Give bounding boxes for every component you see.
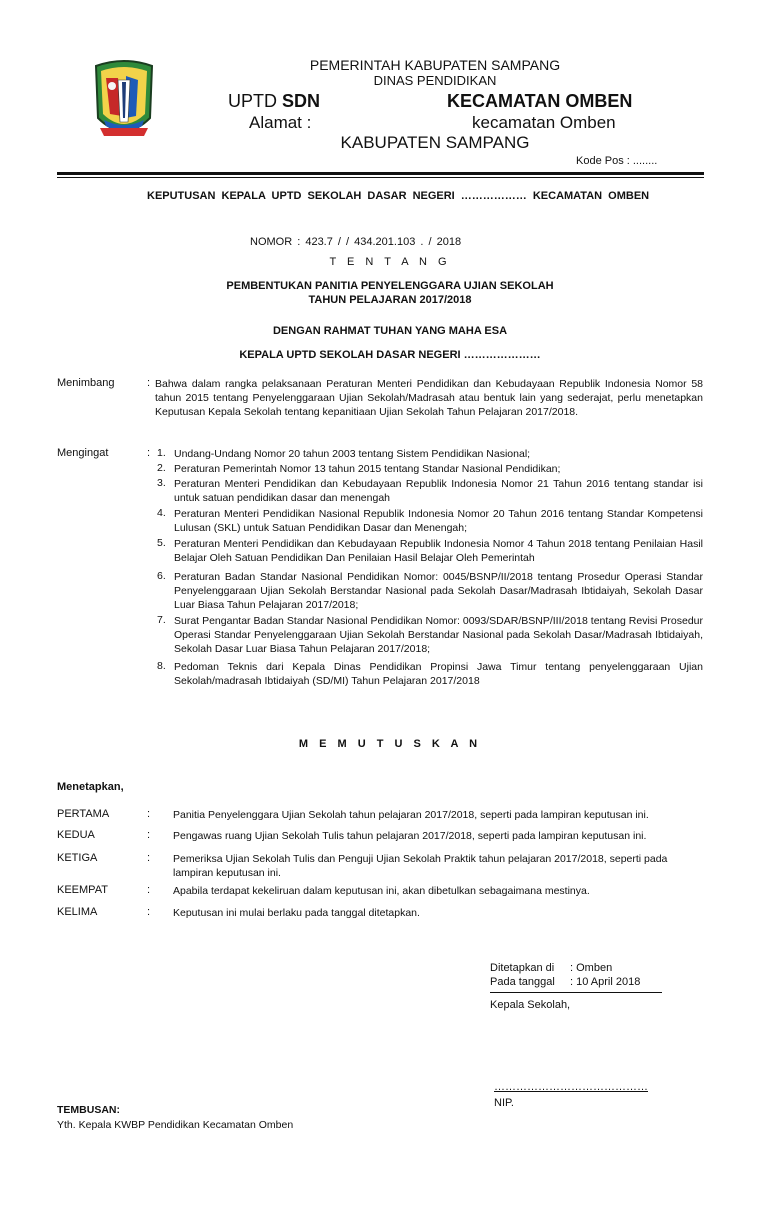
decision-colon: : [147,852,151,864]
mengingat-colon: : [147,447,151,459]
tembusan-recipient: Yth. Kepala KWBP Pendidikan Kecamatan Omben [57,1119,294,1131]
mengingat-item-num: 2. [157,462,166,474]
decision-text: Pemeriksa Ujian Sekolah Tulis dan Penguji Ujian Sekolah Praktik tahun pelajaran 2017/2018, seperti pada lampiran keputusan ini. [173,853,668,879]
keputusan-title: KEPUTUSAN KEPALA UPTD SEKOLAH DASAR NEGERI ……………… KECAMATAN OMBEN [147,190,650,202]
header-uptd [228,91,320,112]
decision-label: KETIGA [57,852,98,864]
menimbang-colon: : [147,377,151,389]
uptd-prefix: UPTD [228,91,282,111]
header-department: DINAS PENDIDIKAN [373,73,497,88]
nip-label: NIP. [494,1097,514,1109]
signature-divider [490,992,662,993]
mengingat-item-text: Peraturan Menteri Pendidikan Nasional Republik Indonesia Nomor 20 Tahun 2016 tentang Standar Kompetensi Lulusan (SKL) untuk Satuan Pendidikan Dasar dan Menengah; [174,508,703,534]
mengingat-label: Mengingat [57,447,109,459]
mengingat-item-num: 6. [157,570,166,582]
header-divider-thick [57,172,704,175]
decision-text: Apabila terdapat kekeliruan dalam keputusan ini, akan dibetulkan sebagaimana mestinya. [173,885,590,897]
mengingat-item-text: Peraturan Menteri Pendidikan dan Kebudayaan Republik Indonesia Nomor 4 Tahun 2018 tentang Penilaian Hasil Belajar Oleh Satuan Pendidikan Dan Penilaian Hasil Belajar Oleh Pemerintah [174,538,703,564]
mengingat-item-num: 1. [157,447,166,459]
menimbang-text: Bahwa dalam rangka pelaksanaan Peraturan Menteri Pendidikan dan Kebudayaan Republik Indonesia Nomor 58 tahun 2015 tentang Penyelenggaraan Ujian Sekolah/Madrasah atau bentuk lain yang sederajat, perlu menetapkan Keputusan Kepala Sekolah tentang kepanitiaan Ujian Sekolah Tahun Pelajaran 2017/2018. [155,378,703,418]
mengingat-item-num: 7. [157,614,166,626]
subject-line-2: TAHUN PELAJARAN 2017/2018 [308,294,472,306]
mengingat-item-text: Pedoman Teknis dari Kepala Dinas Pendidikan Propinsi Jawa Timur tentang penyelenggaraan Ujian Sekolah/madrasah Ibtidaiyah (SD/MI) Tahun Pelajaran 2017/2018 [174,661,703,687]
mengingat-item-text: Undang-Undang Nomor 20 tahun 2003 tentang Sistem Pendidikan Nasional; [174,448,531,460]
decision-label: KEDUA [57,829,95,841]
ditetapkan-label: Ditetapkan di [490,962,555,974]
mengingat-item-text: Peraturan Menteri Pendidikan dan Kebudayaan Republik Indonesia Nomor 21 Tahun 2016 tentang standar isi untuk satuan pendidikan dasar dan menengah [174,478,703,504]
header-kabupaten: KABUPATEN SAMPANG [340,133,530,152]
tentang-heading: T E N T A N G [329,256,451,268]
tanggal-value: : 10 April 2018 [570,976,641,988]
coat-of-arms-logo [92,58,156,148]
menimbang-label: Menimbang [57,377,115,389]
decision-label: PERTAMA [57,808,110,820]
decree-subject [140,279,640,307]
ditetapkan-value: : Omben [570,962,613,974]
header-alamat-label: Alamat : [249,113,312,132]
decision-colon: : [147,829,151,841]
mengingat-item-num: 3. [157,477,166,489]
decision-label: KELIMA [57,906,98,918]
header-kecamatan: KECAMATAN OMBEN [447,91,633,111]
tanggal-label: Pada tanggal [490,976,555,988]
mengingat-item-num: 8. [157,660,166,672]
mengingat-item-num: 4. [157,507,166,519]
kepala-sekolah-label: Kepala Sekolah, [490,999,571,1011]
decree-number: NOMOR : 423.7 / / 434.201.103 . / 2018 [250,236,462,248]
kepala-line: KEPALA UPTD SEKOLAH DASAR NEGERI ………………… [239,349,541,361]
uptd-sdn: SDN [282,91,321,111]
decision-text: Panitia Penyelenggara Ujian Sekolah tahun pelajaran 2017/2018, seperti pada lampiran keputusan ini. [173,809,649,821]
mengingat-item-num: 5. [157,537,166,549]
tembusan-title: TEMBUSAN: [57,1104,120,1116]
decision-colon: : [147,906,151,918]
header-government: PEMERINTAH KABUPATEN SAMPANG [309,57,561,73]
decision-colon: : [147,808,151,820]
signatory-name-placeholder: …………………………………… [494,1081,648,1093]
mengingat-item-text: Peraturan Badan Standar Nasional Pendidikan Nomor: 0045/BSNP/II/2018 tentang Prosedur Operasi Standar Penyelenggaraan Ujian Sekolah Berstandar Nasional pada Sekolah Dasar/Madrasah Ibtidaiyah, Sekolah Dasar Luar Biasa Tahun Pelajaran 2017/2018; [174,571,703,611]
kode-pos: Kode Pos : ........ [576,155,658,167]
header-divider-thin [57,177,704,178]
decision-text: Keputusan ini mulai berlaku pada tanggal ditetapkan. [173,907,420,919]
mengingat-item-text: Peraturan Pemerintah Nomor 13 tahun 2015 tentang Standar Nasional Pendidikan; [174,463,561,475]
decision-text: Pengawas ruang Ujian Sekolah Tulis tahun pelajaran 2017/2018, seperti pada lampiran keputusan ini. [173,830,647,842]
decision-colon: : [147,884,151,896]
decision-label: KEEMPAT [57,884,108,896]
menetapkan-label: Menetapkan, [57,781,124,793]
memutuskan-heading: M E M U T U S K A N [298,738,482,750]
subject-line-1: PEMBENTUKAN PANITIA PENYELENGGARA UJIAN SEKOLAH [226,280,554,292]
header-alamat-value: kecamatan Omben [472,113,616,132]
rahmat-line: DENGAN RAHMAT TUHAN YANG MAHA ESA [272,325,508,337]
mengingat-item-text: Surat Pengantar Badan Standar Nasional Pendidikan Nomor: 0093/SDAR/BSNP/III/2018 tentang Revisi Prosedur Operasi Standar Penyelenggaraan Ujian Sekolah Berstandar Nasional pada Sekolah Dasar/Madrasah Ibtidaiyah, Sekolah Dasar Luar Biasa Tahun Pelajaran 2017/2018; [174,615,703,655]
